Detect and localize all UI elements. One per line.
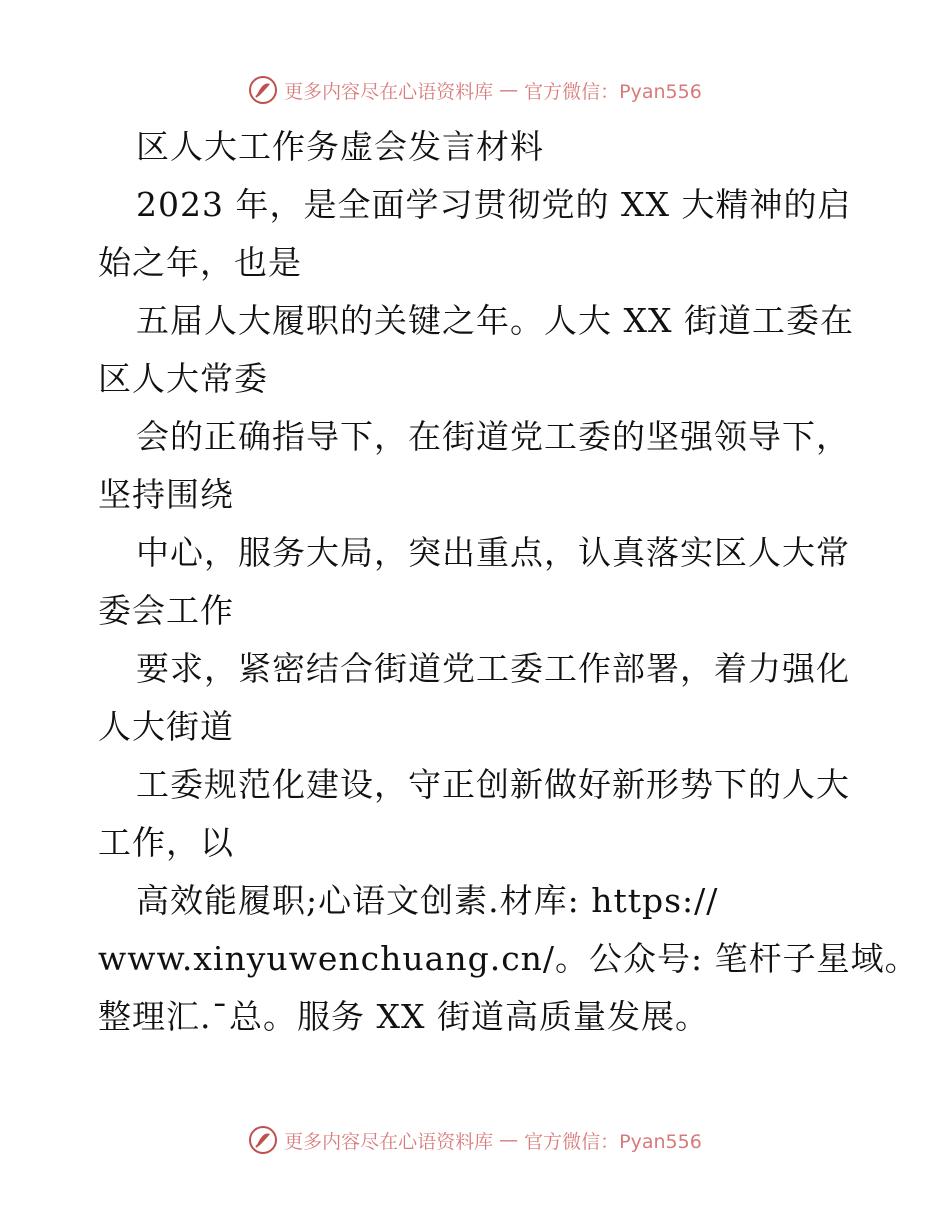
paragraph-line: 工作，以	[98, 823, 234, 862]
paragraph-line: 人大街道	[98, 707, 234, 746]
paragraph-line: 高效能履职;心语文创素.材库: https://	[136, 881, 719, 920]
watermark-wechat: 官方微信：Pyan556	[524, 80, 702, 103]
paragraph-line: 整理汇.¯总。服务 XX 街道高质量发展。	[98, 997, 709, 1036]
watermark-text: 更多内容尽在心语资料库	[284, 80, 494, 103]
watermark-text: 更多内容尽在心语资料库	[284, 1130, 494, 1153]
paragraph-line: 委会工作	[98, 591, 234, 630]
watermark-wechat: 官方微信：Pyan556	[524, 1130, 702, 1153]
paragraph-line: 要求，紧密结合街道党工委工作部署，着力强化	[136, 649, 850, 688]
paragraph-line: 2023 年，是全面学习贯彻党的 XX 大精神的启	[136, 185, 852, 224]
watermark-dash: —	[499, 79, 519, 101]
paragraph-line: 坚持围绕	[98, 475, 234, 514]
paragraph-line: 工委规范化建设，守正创新做好新形势下的人大	[136, 765, 850, 804]
paragraph-line: 始之年，也是	[98, 243, 302, 282]
paragraph-line: 五届人大履职的关键之年。人大 XX 街道工委在	[136, 301, 854, 340]
paragraph-line: 中心，服务大局，突出重点，认真落实区人大常	[136, 533, 850, 572]
logo-icon	[248, 1125, 278, 1155]
paragraph-line: 区人大常委	[98, 359, 268, 398]
watermark-dash: —	[499, 1129, 519, 1151]
paragraph-line: www.xinyuwenchuang.cn/。公众号: 笔杆子星域。	[98, 939, 919, 978]
paragraph-line: 会的正确指导下，在街道党工委的坚强领导下，	[136, 417, 850, 456]
document-title: 区人大工作务虚会发言材料	[136, 127, 544, 166]
watermark-banner-bottom	[0, 1120, 950, 1160]
